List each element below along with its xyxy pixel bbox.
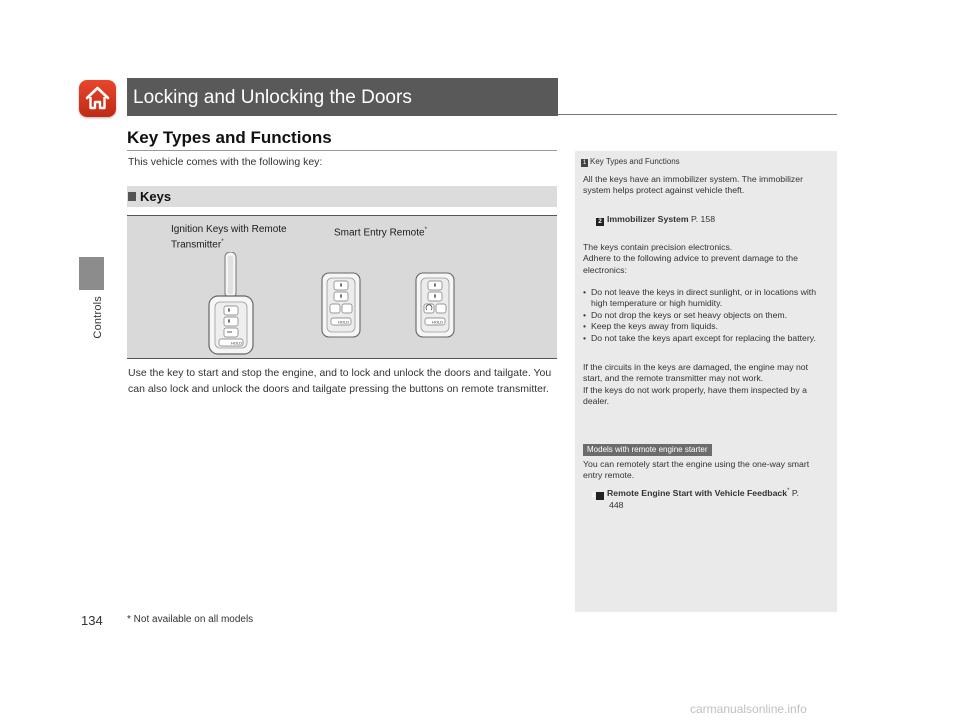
bullet-icon: • [583, 321, 587, 332]
page-number: 134 [81, 613, 103, 628]
chapter-tab-marker [79, 257, 104, 290]
bullet-text: Do not drop the keys or set heavy objects on them. [591, 309, 788, 320]
ignition-key-remote-illustration [205, 252, 261, 356]
bullet-item [583, 333, 831, 344]
info-paragraph-1: All the keys have an immobilizer system. The immobilizer system helps protect against vehicle theft. [583, 174, 803, 196]
xref-page: P. 448 [609, 487, 799, 510]
footnote: * Not available on all models [127, 614, 254, 625]
info-bullet-list [583, 287, 831, 344]
figure-label-smart-entry [334, 224, 427, 239]
intro-text: This vehicle comes with the following key: [128, 156, 323, 168]
section-title: Key Types and Functions [127, 128, 332, 147]
asterisk-mark: * [424, 227, 427, 233]
home-icon [79, 80, 116, 117]
xref-arrow-icon: 2 [596, 218, 604, 226]
xref-arrow-icon: 2 [596, 492, 604, 500]
watermark: carmanualsonline.info [690, 702, 807, 716]
hold-label: HOLD [432, 319, 444, 325]
index-mark: 1 [582, 160, 587, 166]
xref-remote-engine-start[interactable] [591, 486, 809, 511]
xref-page: P. 158 [691, 214, 716, 224]
subhead-label: Keys [140, 189, 172, 204]
keys-figure [127, 215, 557, 359]
smart-entry-remote-illustration-2 [415, 272, 455, 338]
asterisk-mark: * [221, 239, 224, 245]
square-bullet-icon [128, 192, 136, 201]
info-paragraph-2: The keys contain precision electronics. Adhere to the following advice to prevent damage to the electronics: [583, 242, 798, 275]
bullet-icon: • [583, 332, 587, 343]
subhead-keys [128, 189, 171, 204]
figure-label-ignition-keys-text: Ignition Keys with Remote Transmitter [171, 224, 287, 251]
bullet-item [583, 321, 831, 332]
bullet-text: Do not leave the keys in direct sunlight, or in locations with high temperature or high humidity. [591, 287, 817, 309]
xref-title: Immobilizer System [607, 214, 689, 224]
body-paragraph: Use the key to start and stop the engine, and to lock and unlock the doors and tailgate. You can also lock and unlock the doors and tailgate pressing the buttons on remote transmitter. [128, 367, 552, 396]
bullet-text: Do not take the keys apart except for replacing the battery. [591, 332, 816, 343]
hold-label: HOLD [231, 340, 243, 346]
section-rule [127, 150, 557, 151]
chapter-title: Locking and Unlocking the Doors [133, 87, 412, 108]
xref-immobilizer[interactable] [596, 214, 715, 226]
bullet-item [583, 310, 831, 321]
side-chapter-label: Controls [92, 296, 104, 339]
figure-label-smart-entry-text: Smart Entry Remote [334, 227, 425, 239]
home-button[interactable] [79, 80, 116, 117]
model-badge: Models with remote engine starter [583, 444, 712, 456]
bullet-text: Keep the keys away from liquids. [591, 321, 718, 332]
bullet-icon: • [583, 287, 587, 297]
smart-entry-remote-illustration-1 [321, 272, 361, 338]
info-paragraph-3: If the circuits in the keys are damaged, the engine may not start, and the remote transmitter may not work. If the keys do not work properly, have them inspected by a dealer. [583, 362, 809, 407]
info-heading [581, 157, 680, 167]
info-paragraph-4: You can remotely start the engine using the one-way smart entry remote. [583, 459, 810, 481]
figure-label-ignition-keys [171, 224, 321, 251]
xref-title: Remote Engine Start with Vehicle Feedback [607, 487, 788, 498]
info-heading-text: Key Types and Functions [590, 157, 680, 166]
header-rule [558, 114, 837, 115]
bullet-item [583, 287, 831, 310]
bullet-icon: • [583, 309, 587, 320]
hold-label: HOLD [338, 319, 350, 325]
asterisk-mark: * [787, 488, 790, 494]
subhead-bar [127, 186, 557, 207]
